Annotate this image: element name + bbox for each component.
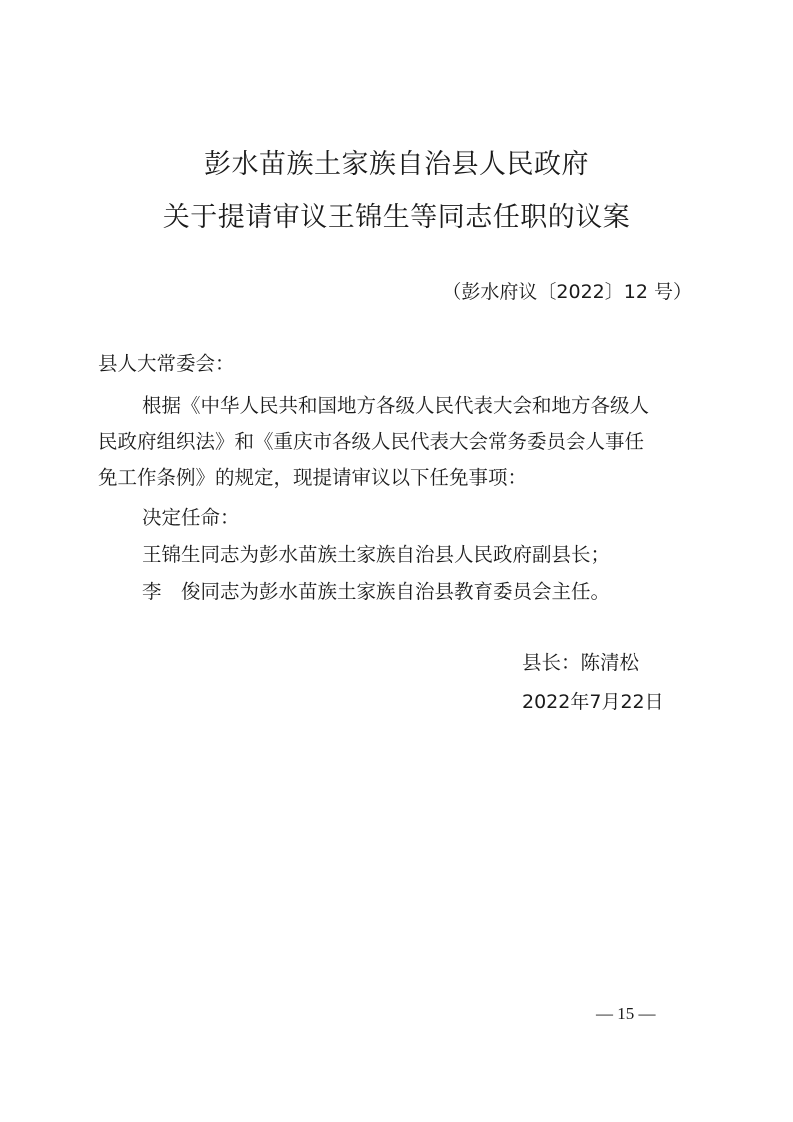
appointment-item-2: 李 俊同志为彭水苗族土家族自治县教育委员会主任。 <box>142 580 611 603</box>
signing-date: 2022年7月22日 <box>522 691 664 713</box>
salutation: 县人大常委会： <box>98 352 235 375</box>
appointment-item-1: 王锦生同志为彭水苗族土家族自治县人民政府副县长； <box>142 543 611 566</box>
page-number: — 15 — <box>596 1004 656 1023</box>
paragraph-1-line-1: 根据《中华人民共和国地方各级人民代表大会和地方各级人 <box>142 394 650 417</box>
paragraph-1-line-3: 免工作条例》的规定，现提请审议以下任免事项： <box>98 466 528 489</box>
signer: 县长：陈清松 <box>522 651 640 674</box>
document-title-line1: 彭水苗族土家族自治县人民政府 <box>204 149 589 180</box>
document-title-line2: 关于提请审议王锦生等同志任职的议案 <box>162 202 631 233</box>
document-number: （彭水府议〔2022〕12 号） <box>442 281 692 303</box>
decision-heading: 决定任命： <box>142 506 240 529</box>
paragraph-1-line-2: 民政府组织法》和《重庆市各级人民代表大会常务委员会人事任 <box>98 430 645 453</box>
